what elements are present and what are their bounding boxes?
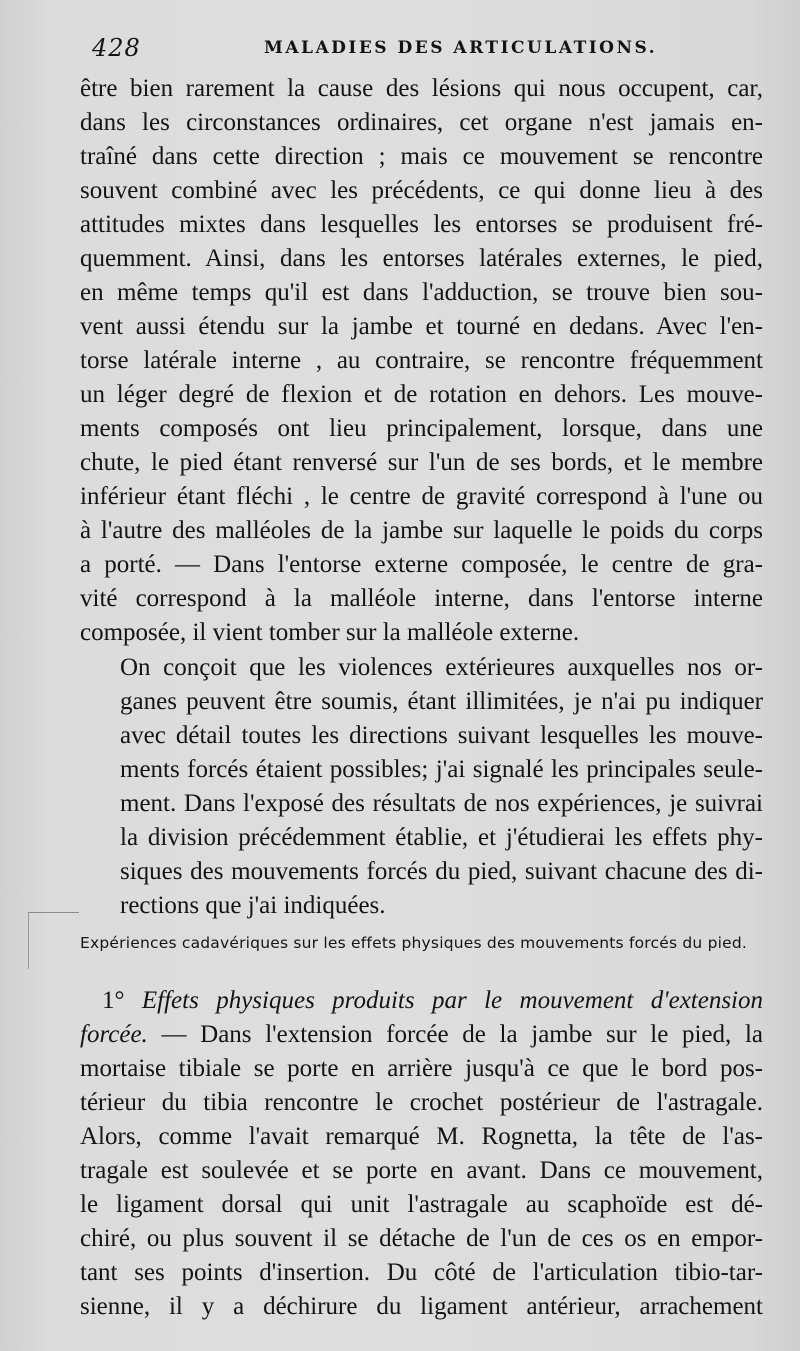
- text-line: Alors, comme l'avait remarqué M. Rognetta, la tête de l'as-: [80, 1123, 763, 1150]
- text-line: quemment. Ainsi, dans les entorses latérales externes, le pied,: [80, 245, 763, 272]
- text-line: composée, il vient tomber sur la malléole externe.: [80, 619, 580, 646]
- section-number: 1°: [102, 987, 125, 1014]
- text-line: On conçoit que les violences extérieures auxquelles nos or-: [120, 654, 763, 681]
- text-line: ments composés ont lieu principalement, lorsque, dans une: [80, 415, 763, 442]
- text-line: ment. Dans l'exposé des résultats de nos expériences, je suivrai: [120, 790, 763, 817]
- text-line: tragale est soulevée et se porte en avant. Dans ce mouvement,: [80, 1157, 763, 1184]
- page-header: [92, 34, 782, 64]
- text-fragment: — Dans l'extension forcée de la jambe sur le pied, la: [147, 1021, 763, 1048]
- text-line: en même temps qu'il est dans l'adduction, se trouve bien sou-: [80, 279, 763, 306]
- text-line: [80, 1018, 763, 1052]
- text-line: avec détail toutes les directions suivant lesquelles les mouve-: [120, 722, 763, 749]
- text-line: chute, le pied étant renversé sur l'un de ses bords, et le membre: [80, 449, 763, 476]
- text-line: ganes peuvent être soumis, étant illimitées, je n'ai pu indiquer: [120, 688, 763, 715]
- text-line: le ligament dorsal qui unit l'astragale au scaphoïde est dé-: [80, 1191, 763, 1218]
- text-line: dans les circonstances ordinaires, cet organe n'est jamais en-: [80, 109, 763, 136]
- text-line: traîné dans cette direction ; mais ce mouvement se rencontre: [80, 143, 763, 170]
- text-line: souvent combiné avec les précédents, ce qui donne lieu à des: [80, 177, 763, 204]
- subsection-title: Effets physiques produits par le mouvement d'extension: [141, 987, 764, 1014]
- text-line: un léger degré de flexion et de rotation en dehors. Les mouve-: [80, 381, 763, 408]
- subsection-title-end: forcée.: [80, 1021, 148, 1048]
- paragraph-1: [80, 72, 763, 650]
- text-line: mortaise tibiale se porte en arrière jusqu'à ce que le bord pos-: [80, 1055, 763, 1082]
- text-line: à l'autre des malléoles de la jambe sur laquelle le poids du corps: [80, 517, 763, 544]
- running-title: MALADIES DES ARTICULATIONS.: [264, 38, 658, 58]
- text-line: a porté. — Dans l'entorse externe composée, le centre de gra-: [80, 551, 763, 578]
- text-line: torse latérale interne , au contraire, se rencontre fréquemment: [80, 347, 763, 374]
- text-line: tant ses points d'insertion. Du côté de l'articulation tibio-tar-: [80, 1259, 763, 1286]
- text-line: attitudes mixtes dans lesquelles les entorses se produisent fré-: [80, 211, 763, 238]
- text-line: ments forcés étaient possibles; j'ai signalé les principales seule-: [120, 756, 763, 783]
- section-heading: Expériences cadavériques sur les effets physiques des mouvements forcés du pied.: [80, 934, 748, 952]
- text-line-lead: [80, 984, 763, 1018]
- margin-bracket-mark: [28, 912, 79, 969]
- text-line: chiré, ou plus souvent il se détache de l'un de ces os en empor-: [80, 1225, 763, 1252]
- text-line: la division précédemment établie, et j'étudierai les effets phy-: [120, 824, 763, 851]
- text-line: vité correspond à la malléole interne, dans l'entorse interne: [80, 585, 763, 612]
- page-number: 428: [92, 34, 141, 62]
- text-line: inférieur étant fléchi , le centre de gravité correspond à l'une ou: [80, 483, 763, 510]
- text-line: sienne, il y a déchirure du ligament antérieur, arrachement: [80, 1293, 763, 1320]
- paragraph-3: [80, 984, 763, 1324]
- text-line: être bien rarement la cause des lésions qui nous occupent, car,: [80, 75, 763, 102]
- text-line: vent aussi étendu sur la jambe et tourné en dedans. Avec l'en-: [80, 313, 763, 340]
- paragraph-2: [80, 651, 763, 923]
- text-line: térieur du tibia rencontre le crochet postérieur de l'astragale.: [80, 1089, 763, 1116]
- text-line: siques des mouvements forcés du pied, suivant chacune des di-: [120, 858, 763, 885]
- text-line: rections que j'ai indiquées.: [120, 892, 386, 919]
